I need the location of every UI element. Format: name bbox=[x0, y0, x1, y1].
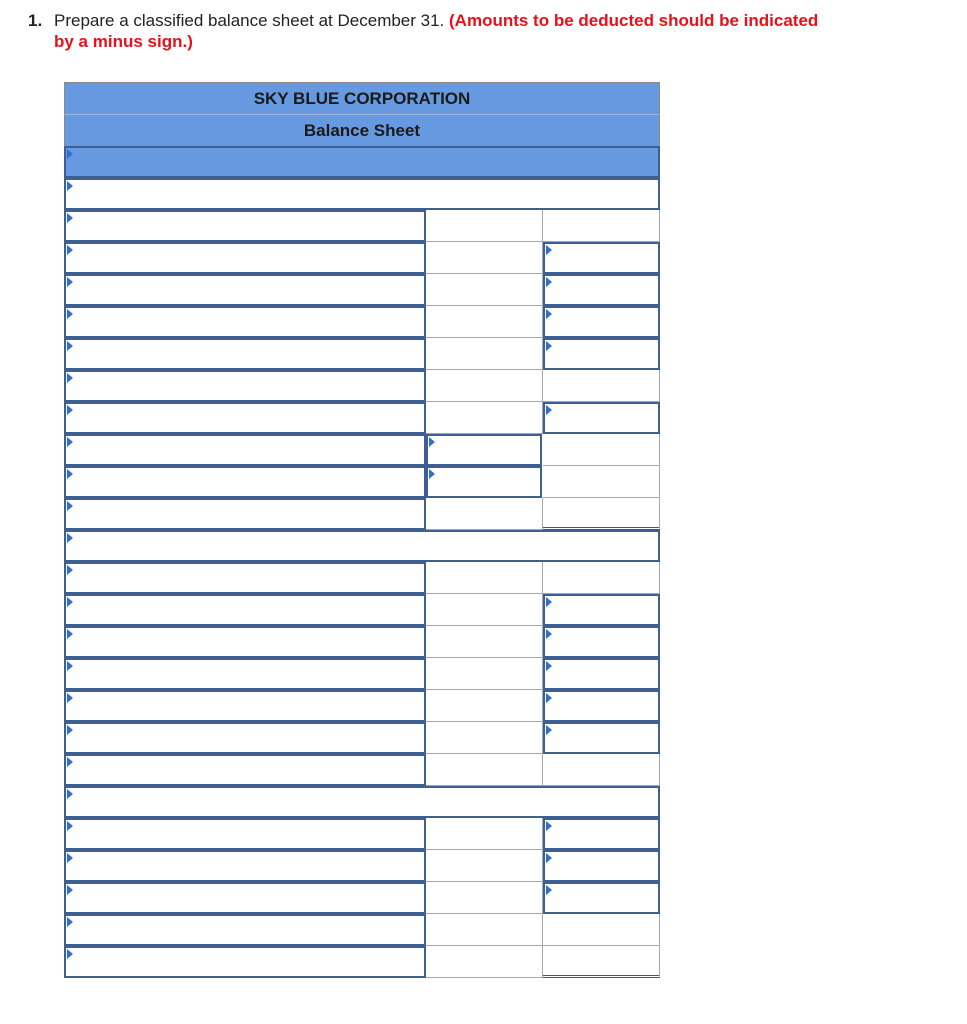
dropdown-marker-icon bbox=[67, 469, 73, 479]
amount-input-column1[interactable] bbox=[426, 306, 543, 338]
amount-input-column1[interactable] bbox=[426, 722, 543, 754]
amount-input-column2[interactable] bbox=[543, 946, 660, 978]
dropdown-marker-icon bbox=[546, 821, 552, 831]
dropdown-marker-icon bbox=[67, 629, 73, 639]
table-row bbox=[64, 210, 660, 242]
dropdown-marker-icon bbox=[67, 149, 73, 159]
account-dropdown[interactable] bbox=[64, 210, 426, 242]
amount-input-column1[interactable] bbox=[426, 562, 543, 594]
dropdown-marker-icon bbox=[67, 853, 73, 863]
table-row bbox=[64, 818, 660, 850]
question-text: Prepare a classified balance sheet at December 31. bbox=[54, 11, 445, 30]
dropdown-marker-icon bbox=[546, 661, 552, 671]
dropdown-marker-icon bbox=[546, 725, 552, 735]
amount-input-column2[interactable] bbox=[543, 594, 660, 626]
amount-input-column1[interactable] bbox=[426, 402, 543, 434]
amount-input-column1[interactable] bbox=[426, 498, 543, 530]
instructions bbox=[28, 10, 908, 52]
requirement-note-line1: (Amounts to be deducted should be indicated bbox=[449, 11, 819, 30]
dropdown-marker-icon bbox=[546, 597, 552, 607]
amount-input-column2[interactable] bbox=[543, 402, 660, 434]
account-dropdown[interactable] bbox=[64, 722, 426, 754]
account-dropdown[interactable] bbox=[64, 402, 426, 434]
amount-input-column1[interactable] bbox=[426, 754, 543, 786]
amount-input-column2[interactable] bbox=[543, 722, 660, 754]
account-dropdown[interactable] bbox=[64, 498, 426, 530]
table-row bbox=[64, 338, 660, 370]
dropdown-marker-icon bbox=[67, 565, 73, 575]
statement-title: Balance Sheet bbox=[64, 114, 660, 146]
amount-input-column2[interactable] bbox=[543, 914, 660, 946]
dropdown-marker-icon bbox=[546, 629, 552, 639]
account-dropdown[interactable] bbox=[64, 466, 426, 498]
dropdown-marker-icon bbox=[67, 757, 73, 767]
account-dropdown[interactable] bbox=[64, 306, 426, 338]
table-row bbox=[64, 850, 660, 882]
table-row bbox=[64, 690, 660, 722]
amount-input-column2[interactable] bbox=[543, 850, 660, 882]
dropdown-marker-icon bbox=[67, 213, 73, 223]
amount-input-column2[interactable] bbox=[543, 562, 660, 594]
table-row bbox=[64, 562, 660, 594]
amount-input-column2[interactable] bbox=[543, 210, 660, 242]
dropdown-marker-icon bbox=[67, 245, 73, 255]
amount-input-column2[interactable] bbox=[543, 690, 660, 722]
account-dropdown[interactable] bbox=[64, 946, 426, 978]
amount-input-column2[interactable] bbox=[543, 242, 660, 274]
table-row bbox=[64, 626, 660, 658]
dropdown-marker-icon bbox=[546, 693, 552, 703]
amount-input-column2[interactable] bbox=[543, 754, 660, 786]
amount-input-column1[interactable] bbox=[426, 466, 542, 498]
amount-input-column2[interactable] bbox=[543, 466, 660, 498]
amount-input-column1[interactable] bbox=[426, 626, 543, 658]
dropdown-marker-icon bbox=[67, 949, 73, 959]
dropdown-marker-icon bbox=[67, 437, 73, 447]
table-row bbox=[64, 178, 660, 210]
account-dropdown[interactable] bbox=[64, 658, 426, 690]
table-row bbox=[64, 754, 660, 786]
amount-input-column1[interactable] bbox=[426, 242, 543, 274]
table-row bbox=[64, 370, 660, 402]
amount-input-column2[interactable] bbox=[543, 306, 660, 338]
account-dropdown[interactable] bbox=[64, 370, 426, 402]
table-row bbox=[64, 722, 660, 754]
dropdown-marker-icon bbox=[67, 181, 73, 191]
account-dropdown[interactable] bbox=[64, 338, 426, 370]
amount-input-column1[interactable] bbox=[426, 338, 543, 370]
section-heading-dropdown[interactable] bbox=[64, 530, 660, 562]
table-row bbox=[64, 242, 660, 274]
table-row bbox=[64, 402, 660, 434]
section-heading-dropdown[interactable] bbox=[64, 178, 660, 210]
table-row bbox=[64, 466, 660, 498]
table-row bbox=[64, 658, 660, 690]
amount-input-column1[interactable] bbox=[426, 434, 542, 466]
date-dropdown[interactable] bbox=[64, 146, 660, 178]
amount-input-column2[interactable] bbox=[543, 370, 660, 402]
dropdown-marker-icon bbox=[67, 885, 73, 895]
dropdown-marker-icon bbox=[67, 789, 73, 799]
account-dropdown[interactable] bbox=[64, 434, 426, 466]
dropdown-marker-icon bbox=[67, 309, 73, 319]
table-row bbox=[64, 434, 660, 466]
amount-input-column2[interactable] bbox=[543, 274, 660, 306]
table-row bbox=[64, 786, 660, 818]
account-dropdown[interactable] bbox=[64, 594, 426, 626]
balance-sheet bbox=[64, 82, 660, 978]
amount-input-column2[interactable] bbox=[543, 626, 660, 658]
table-row bbox=[64, 498, 660, 530]
dropdown-marker-icon bbox=[67, 373, 73, 383]
requirement-note-line2: by a minus sign.) bbox=[54, 32, 193, 51]
question-number: 1. bbox=[28, 11, 43, 30]
dropdown-marker-icon bbox=[67, 405, 73, 415]
account-dropdown[interactable] bbox=[64, 818, 426, 850]
amount-input-column2[interactable] bbox=[543, 818, 660, 850]
amount-input-column1[interactable] bbox=[426, 658, 543, 690]
table-row bbox=[64, 306, 660, 338]
dropdown-marker-icon bbox=[67, 277, 73, 287]
table-row bbox=[64, 594, 660, 626]
table-row bbox=[64, 946, 660, 978]
amount-input-column2[interactable] bbox=[543, 498, 660, 530]
account-dropdown[interactable] bbox=[64, 850, 426, 882]
account-dropdown[interactable] bbox=[64, 882, 426, 914]
amount-input-column1[interactable] bbox=[426, 370, 543, 402]
dropdown-marker-icon bbox=[546, 277, 552, 287]
table-row bbox=[64, 530, 660, 562]
dropdown-marker-icon bbox=[67, 597, 73, 607]
dropdown-marker-icon bbox=[67, 501, 73, 511]
account-dropdown[interactable] bbox=[64, 914, 426, 946]
dropdown-marker-icon bbox=[546, 341, 552, 351]
amount-input-column1[interactable] bbox=[426, 594, 543, 626]
amount-input-column2[interactable] bbox=[543, 658, 660, 690]
company-name: SKY BLUE CORPORATION bbox=[64, 82, 660, 114]
dropdown-marker-icon bbox=[67, 917, 73, 927]
account-dropdown[interactable] bbox=[64, 690, 426, 722]
account-dropdown[interactable] bbox=[64, 562, 426, 594]
dropdown-marker-icon bbox=[67, 341, 73, 351]
dropdown-marker-icon bbox=[67, 661, 73, 671]
dropdown-marker-icon bbox=[546, 885, 552, 895]
dropdown-marker-icon bbox=[67, 821, 73, 831]
amount-input-column2[interactable] bbox=[543, 434, 660, 466]
dropdown-marker-icon bbox=[546, 245, 552, 255]
account-dropdown[interactable] bbox=[64, 274, 426, 306]
amount-input-column1[interactable] bbox=[426, 850, 543, 882]
account-dropdown[interactable] bbox=[64, 754, 426, 786]
dropdown-marker-icon bbox=[546, 309, 552, 319]
table-row bbox=[64, 882, 660, 914]
account-dropdown[interactable] bbox=[64, 242, 426, 274]
amount-input-column1[interactable] bbox=[426, 690, 543, 722]
dropdown-marker-icon bbox=[67, 725, 73, 735]
sheet-rows bbox=[64, 178, 660, 978]
dropdown-marker-icon bbox=[67, 693, 73, 703]
amount-input-column1[interactable] bbox=[426, 882, 543, 914]
amount-input-column1[interactable] bbox=[426, 210, 543, 242]
dropdown-marker-icon bbox=[67, 533, 73, 543]
amount-input-column1[interactable] bbox=[426, 274, 543, 306]
dropdown-marker-icon bbox=[429, 469, 435, 479]
section-heading-dropdown[interactable] bbox=[64, 786, 660, 818]
table-row bbox=[64, 914, 660, 946]
account-dropdown[interactable] bbox=[64, 626, 426, 658]
dropdown-marker-icon bbox=[546, 853, 552, 863]
dropdown-marker-icon bbox=[429, 437, 435, 447]
amount-input-column2[interactable] bbox=[543, 882, 660, 914]
table-row bbox=[64, 274, 660, 306]
amount-input-column1[interactable] bbox=[426, 818, 543, 850]
amount-input-column2[interactable] bbox=[543, 338, 660, 370]
dropdown-marker-icon bbox=[546, 405, 552, 415]
amount-input-column1[interactable] bbox=[426, 914, 543, 946]
amount-input-column1[interactable] bbox=[426, 946, 543, 978]
